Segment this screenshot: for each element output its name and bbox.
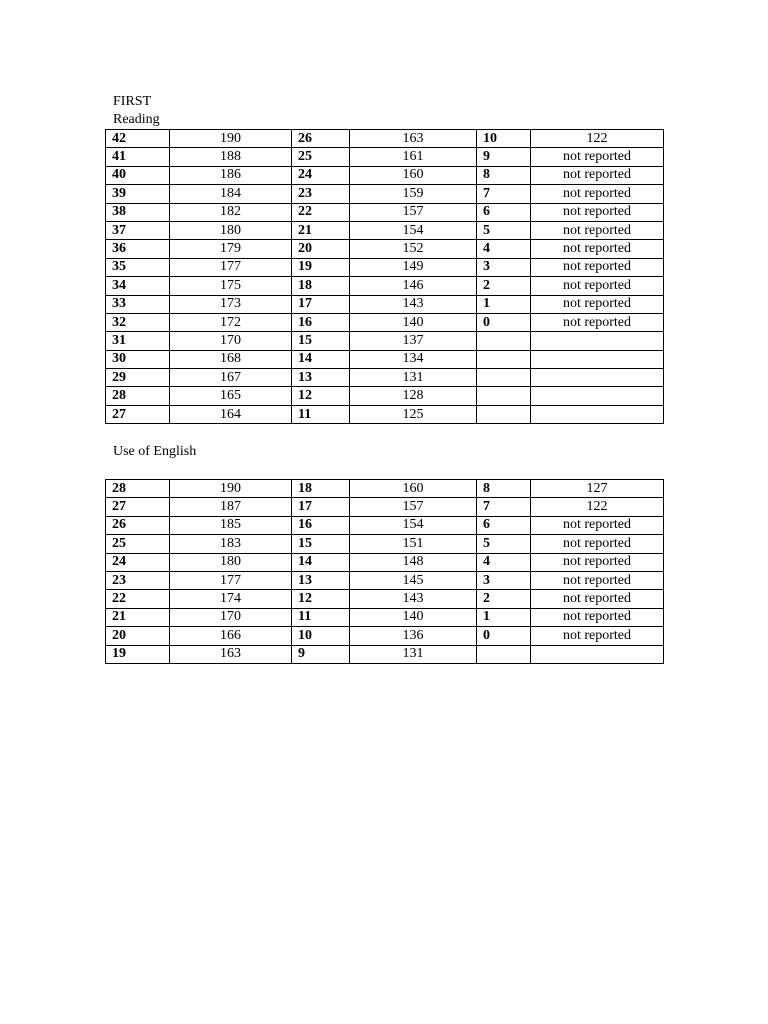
raw-score-cell: 19 xyxy=(106,645,170,663)
scale-score-cell: 190 xyxy=(170,480,292,498)
scale-score-cell: not reported xyxy=(531,240,664,258)
scale-score-cell xyxy=(531,332,664,350)
raw-score-cell xyxy=(477,645,531,663)
scale-score-cell: 188 xyxy=(170,148,292,166)
scale-score-cell: 190 xyxy=(170,130,292,148)
raw-score-cell: 15 xyxy=(292,535,350,553)
scale-score-cell: not reported xyxy=(531,516,664,534)
raw-score-cell: 21 xyxy=(106,608,170,626)
raw-score-cell: 34 xyxy=(106,277,170,295)
raw-score-cell: 38 xyxy=(106,203,170,221)
raw-score-cell: 29 xyxy=(106,369,170,387)
scale-score-cell: 163 xyxy=(350,130,477,148)
table-row xyxy=(106,295,664,313)
scale-score-cell: 157 xyxy=(350,203,477,221)
scale-score-cell: 174 xyxy=(170,590,292,608)
raw-score-cell: 12 xyxy=(292,590,350,608)
raw-score-cell: 39 xyxy=(106,185,170,203)
scale-score-cell: 151 xyxy=(350,535,477,553)
raw-score-cell: 17 xyxy=(292,498,350,516)
scale-score-cell: not reported xyxy=(531,627,664,645)
scale-score-cell: not reported xyxy=(531,553,664,571)
raw-score-cell: 9 xyxy=(477,148,531,166)
raw-score-cell: 28 xyxy=(106,387,170,405)
raw-score-cell: 3 xyxy=(477,258,531,276)
scale-score-cell: 170 xyxy=(170,608,292,626)
raw-score-cell: 32 xyxy=(106,313,170,331)
scale-score-cell: 131 xyxy=(350,369,477,387)
raw-score-cell: 0 xyxy=(477,313,531,331)
scale-score-cell: 127 xyxy=(531,480,664,498)
raw-score-cell: 21 xyxy=(292,221,350,239)
raw-score-cell: 6 xyxy=(477,516,531,534)
raw-score-cell: 2 xyxy=(477,277,531,295)
raw-score-cell: 23 xyxy=(106,571,170,589)
scale-score-cell: 165 xyxy=(170,387,292,405)
raw-score-cell: 20 xyxy=(106,627,170,645)
raw-score-cell xyxy=(477,387,531,405)
table-row xyxy=(106,185,664,203)
scale-score-cell: 145 xyxy=(350,571,477,589)
raw-score-cell: 7 xyxy=(477,498,531,516)
scale-score-cell: not reported xyxy=(531,203,664,221)
table-row xyxy=(106,553,664,571)
scale-score-cell: not reported xyxy=(531,590,664,608)
scale-score-cell: 166 xyxy=(170,627,292,645)
raw-score-cell: 30 xyxy=(106,350,170,368)
raw-score-cell: 24 xyxy=(292,166,350,184)
table-row xyxy=(106,258,664,276)
raw-score-cell: 25 xyxy=(292,148,350,166)
raw-score-cell xyxy=(477,405,531,423)
table-row xyxy=(106,405,664,423)
raw-score-cell: 11 xyxy=(292,405,350,423)
raw-score-cell: 20 xyxy=(292,240,350,258)
scale-score-cell xyxy=(531,645,664,663)
scale-score-cell: 180 xyxy=(170,221,292,239)
raw-score-cell: 35 xyxy=(106,258,170,276)
raw-score-cell: 40 xyxy=(106,166,170,184)
scale-score-cell xyxy=(531,387,664,405)
scale-score-cell: 161 xyxy=(350,148,477,166)
scale-score-cell: 137 xyxy=(350,332,477,350)
reading-score-table xyxy=(105,129,664,424)
scale-score-cell: 168 xyxy=(170,350,292,368)
raw-score-cell: 16 xyxy=(292,313,350,331)
scale-score-cell: 140 xyxy=(350,313,477,331)
raw-score-cell xyxy=(477,332,531,350)
raw-score-cell: 14 xyxy=(292,350,350,368)
raw-score-cell: 13 xyxy=(292,571,350,589)
scale-score-cell: 163 xyxy=(170,645,292,663)
raw-score-cell: 18 xyxy=(292,277,350,295)
scale-score-cell: not reported xyxy=(531,313,664,331)
scale-score-cell: 148 xyxy=(350,553,477,571)
document-title: FIRST xyxy=(113,94,152,109)
raw-score-cell: 41 xyxy=(106,148,170,166)
scale-score-cell: 131 xyxy=(350,645,477,663)
scale-score-cell: 179 xyxy=(170,240,292,258)
table-row xyxy=(106,130,664,148)
raw-score-cell: 22 xyxy=(106,590,170,608)
raw-score-cell: 8 xyxy=(477,166,531,184)
table-row xyxy=(106,387,664,405)
scale-score-cell: 185 xyxy=(170,516,292,534)
scale-score-cell: not reported xyxy=(531,258,664,276)
raw-score-cell: 42 xyxy=(106,130,170,148)
scale-score-cell xyxy=(531,405,664,423)
scale-score-cell: 154 xyxy=(350,516,477,534)
raw-score-cell: 14 xyxy=(292,553,350,571)
raw-score-cell: 15 xyxy=(292,332,350,350)
scale-score-cell: not reported xyxy=(531,148,664,166)
scale-score-cell: 140 xyxy=(350,608,477,626)
scale-score-cell: 146 xyxy=(350,277,477,295)
raw-score-cell: 8 xyxy=(477,480,531,498)
raw-score-cell: 1 xyxy=(477,295,531,313)
table-row xyxy=(106,645,664,663)
scale-score-cell: not reported xyxy=(531,185,664,203)
raw-score-cell: 36 xyxy=(106,240,170,258)
scale-score-cell: 177 xyxy=(170,571,292,589)
table-row xyxy=(106,148,664,166)
raw-score-cell: 37 xyxy=(106,221,170,239)
table-row xyxy=(106,480,664,498)
raw-score-cell: 3 xyxy=(477,571,531,589)
table-row xyxy=(106,332,664,350)
raw-score-cell: 18 xyxy=(292,480,350,498)
scale-score-cell: not reported xyxy=(531,535,664,553)
table-row xyxy=(106,221,664,239)
scale-score-cell: 180 xyxy=(170,553,292,571)
raw-score-cell: 17 xyxy=(292,295,350,313)
scale-score-cell: not reported xyxy=(531,277,664,295)
scale-score-cell xyxy=(531,369,664,387)
scale-score-cell: 164 xyxy=(170,405,292,423)
raw-score-cell: 19 xyxy=(292,258,350,276)
table-row xyxy=(106,166,664,184)
table-row xyxy=(106,590,664,608)
raw-score-cell: 5 xyxy=(477,535,531,553)
raw-score-cell: 23 xyxy=(292,185,350,203)
scale-score-cell: 184 xyxy=(170,185,292,203)
raw-score-cell: 10 xyxy=(292,627,350,645)
scale-score-cell: not reported xyxy=(531,221,664,239)
scale-score-cell: not reported xyxy=(531,295,664,313)
raw-score-cell: 27 xyxy=(106,498,170,516)
scale-score-cell: 186 xyxy=(170,166,292,184)
raw-score-cell: 24 xyxy=(106,553,170,571)
raw-score-cell: 26 xyxy=(106,516,170,534)
raw-score-cell: 5 xyxy=(477,221,531,239)
raw-score-cell: 2 xyxy=(477,590,531,608)
scale-score-cell: 136 xyxy=(350,627,477,645)
scale-score-cell: 125 xyxy=(350,405,477,423)
scale-score-cell: 173 xyxy=(170,295,292,313)
raw-score-cell: 12 xyxy=(292,387,350,405)
raw-score-cell: 10 xyxy=(477,130,531,148)
scale-score-cell: 177 xyxy=(170,258,292,276)
raw-score-cell: 11 xyxy=(292,608,350,626)
scale-score-cell: 134 xyxy=(350,350,477,368)
use-of-english-score-table xyxy=(105,479,664,664)
scale-score-cell: 167 xyxy=(170,369,292,387)
raw-score-cell xyxy=(477,369,531,387)
raw-score-cell xyxy=(477,350,531,368)
table-row xyxy=(106,571,664,589)
scale-score-cell: not reported xyxy=(531,608,664,626)
raw-score-cell: 33 xyxy=(106,295,170,313)
scale-score-cell: 175 xyxy=(170,277,292,295)
use-of-english-section-title: Use of English xyxy=(113,444,197,459)
scale-score-cell: 160 xyxy=(350,480,477,498)
scale-score-cell: 128 xyxy=(350,387,477,405)
raw-score-cell: 7 xyxy=(477,185,531,203)
table-row xyxy=(106,627,664,645)
raw-score-cell: 31 xyxy=(106,332,170,350)
scale-score-cell: not reported xyxy=(531,571,664,589)
table-row xyxy=(106,369,664,387)
table-row xyxy=(106,608,664,626)
reading-section-title: Reading xyxy=(113,112,160,127)
scale-score-cell: 154 xyxy=(350,221,477,239)
scale-score-cell: 143 xyxy=(350,295,477,313)
raw-score-cell: 4 xyxy=(477,240,531,258)
raw-score-cell: 22 xyxy=(292,203,350,221)
raw-score-cell: 4 xyxy=(477,553,531,571)
raw-score-cell: 27 xyxy=(106,405,170,423)
scale-score-cell: 122 xyxy=(531,130,664,148)
scale-score-cell: not reported xyxy=(531,166,664,184)
scale-score-cell: 149 xyxy=(350,258,477,276)
table-row xyxy=(106,313,664,331)
table-row xyxy=(106,350,664,368)
scale-score-cell: 157 xyxy=(350,498,477,516)
scale-score-cell: 172 xyxy=(170,313,292,331)
scale-score-cell: 183 xyxy=(170,535,292,553)
scale-score-cell: 152 xyxy=(350,240,477,258)
raw-score-cell: 9 xyxy=(292,645,350,663)
table-row xyxy=(106,535,664,553)
raw-score-cell: 6 xyxy=(477,203,531,221)
scale-score-cell: 187 xyxy=(170,498,292,516)
raw-score-cell: 13 xyxy=(292,369,350,387)
scale-score-cell: 182 xyxy=(170,203,292,221)
table-row xyxy=(106,516,664,534)
scale-score-cell: 159 xyxy=(350,185,477,203)
table-row xyxy=(106,203,664,221)
scale-score-cell: 170 xyxy=(170,332,292,350)
raw-score-cell: 0 xyxy=(477,627,531,645)
table-row xyxy=(106,240,664,258)
scale-score-cell xyxy=(531,350,664,368)
scale-score-cell: 122 xyxy=(531,498,664,516)
raw-score-cell: 1 xyxy=(477,608,531,626)
raw-score-cell: 28 xyxy=(106,480,170,498)
table-row xyxy=(106,498,664,516)
raw-score-cell: 16 xyxy=(292,516,350,534)
scale-score-cell: 160 xyxy=(350,166,477,184)
raw-score-cell: 26 xyxy=(292,130,350,148)
scale-score-cell: 143 xyxy=(350,590,477,608)
raw-score-cell: 25 xyxy=(106,535,170,553)
table-row xyxy=(106,277,664,295)
